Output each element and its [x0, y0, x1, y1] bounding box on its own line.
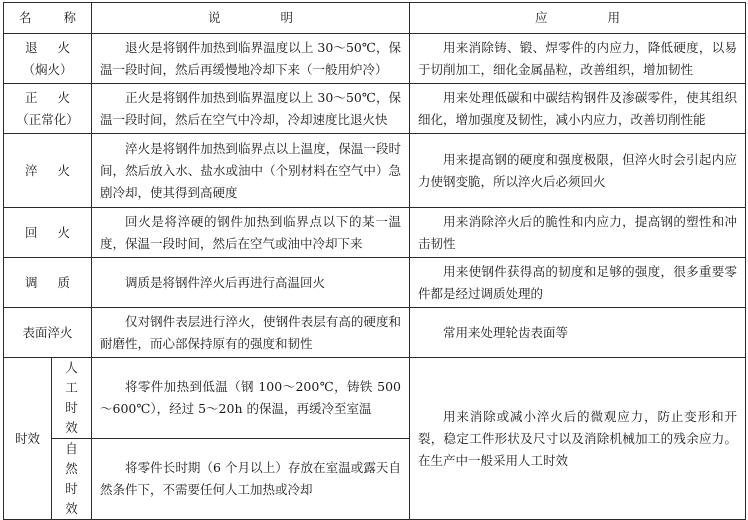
process-alias: （正常化）	[16, 111, 79, 127]
process-name: 淬 火	[25, 162, 78, 178]
process-name-cell	[4, 34, 92, 84]
process-name: 退 火	[25, 39, 78, 55]
aging-subtype-name: 自然时效	[52, 439, 92, 520]
process-description: 退火是将钢件加热到临界温度以上 30～50℃，保温一段时间，然后再缓慢地冷却下来（一般用炉冷）	[92, 34, 410, 84]
process-application: 用来消除铸、锻、焊零件的内应力，降低硬度，以易于切削加工，细化金属晶粒，改善组织，增加韧性	[410, 34, 746, 84]
process-name-cell	[4, 258, 92, 308]
header-description: 说 明	[92, 3, 410, 34]
table-row	[4, 208, 746, 258]
aging-application: 用来消除或减小淬火后的微观应力，防止变形和开裂，稳定工件形状及尺寸以及消除机械加工的残余应力。在生产中一般采用人工时效	[410, 358, 746, 520]
process-name: 正 火	[25, 89, 78, 105]
process-description: 仅对钢件表层进行淬火，使钢件表层有高的硬度和耐磨性，而心部保持原有的强度和韧性	[92, 308, 410, 358]
aging-subtype-description: 将零件长时期（6 个月以上）存放在室温或露天自然条件下，不需要任何人工加热或冷却	[92, 439, 410, 520]
process-alias: （焖火）	[22, 61, 73, 77]
header-name: 名 称	[4, 3, 92, 34]
process-application: 用来消除淬火后的脆性和内应力，提高钢的塑性和冲击韧性	[410, 208, 746, 258]
table-row	[4, 308, 746, 358]
process-name-cell	[4, 84, 92, 134]
process-description: 正火是将钢件加热到临界温度以上 30～50℃，保温一段时间，然后在空气中冷却，冷却速度比退火快	[92, 84, 410, 134]
aging-name: 时效	[14, 430, 40, 446]
process-description: 回火是将淬硬的钢件加热到临界点以下的某一温度，保温一段时间，然后在空气或油中冷却下来	[92, 208, 410, 258]
process-name-cell	[4, 208, 92, 258]
process-application: 用来提高钢的硬度和强度极限，但淬火时会引起内应力使钢变脆，所以淬火后必须回火	[410, 134, 746, 208]
process-name-cell	[4, 134, 92, 208]
table-header-row	[4, 3, 746, 34]
table-row	[4, 34, 746, 84]
table-row	[4, 134, 746, 208]
process-description: 淬火是将钢件加热到临界点以上温度，保温一段时间，然后放入水、盐水或油中（个别材料在空气中）急剧冷却，使其得到高硬度	[92, 134, 410, 208]
process-name: 调 质	[25, 274, 78, 290]
heat-treatment-table	[3, 2, 746, 520]
process-application: 用来处理低碳和中碳结构钢件及渗碳零件，使其组织细化，增加强度及韧性，减小内应力，改善切削性能	[410, 84, 746, 134]
table-row	[4, 258, 746, 308]
process-name: 表面淬火	[22, 324, 73, 340]
aging-subtype-name: 人工时效	[52, 358, 92, 439]
process-application: 常用来处理轮齿表面等	[410, 308, 746, 358]
header-application: 应 用	[410, 3, 746, 34]
process-name: 回 火	[25, 224, 78, 240]
table-row	[4, 84, 746, 134]
aging-name-cell	[4, 358, 52, 520]
table-row	[4, 358, 746, 439]
aging-subtype-description: 将零件加热到低温（钢 100～200℃，铸铁 500～600℃），经过 5～20h 的保温，再缓冷至室温	[92, 358, 410, 439]
process-description: 调质是将钢件淬火后再进行高温回火	[92, 258, 410, 308]
process-name-cell	[4, 308, 92, 358]
process-application: 用来使钢件获得高的韧度和足够的强度，很多重要零件都是经过调质处理的	[410, 258, 746, 308]
